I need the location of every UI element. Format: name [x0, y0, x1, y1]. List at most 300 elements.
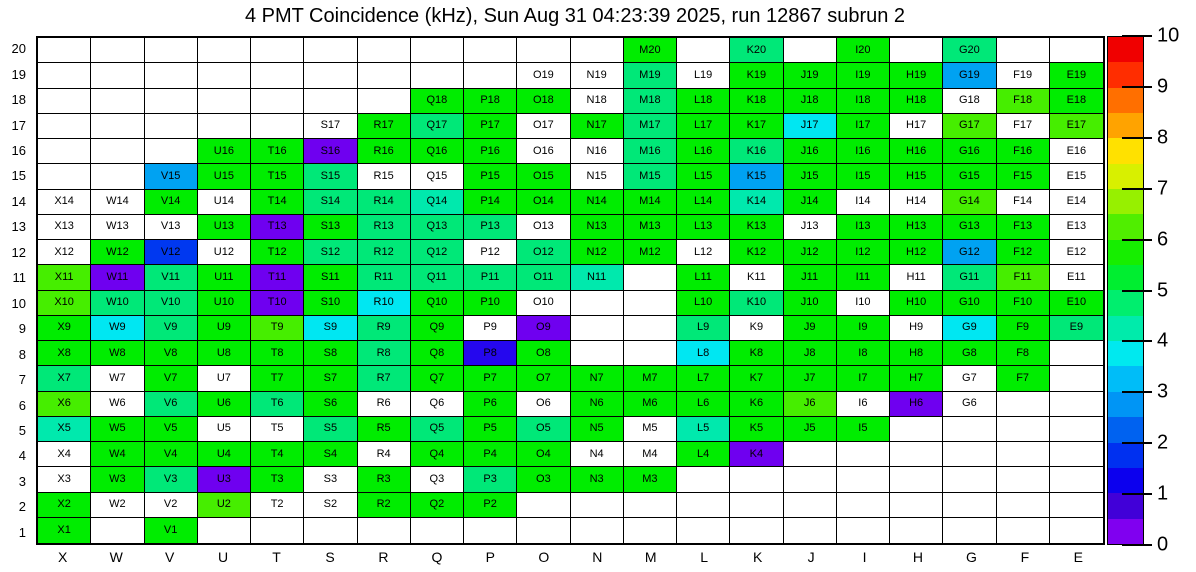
grid-cell-F16: F16 — [997, 139, 1050, 164]
grid-cell-V10: V10 — [145, 291, 198, 316]
grid-cell-J13: J13 — [784, 215, 837, 240]
grid-cell-W13: W13 — [91, 215, 144, 240]
grid-cell-T20 — [251, 38, 304, 63]
grid-cell-J16: J16 — [784, 139, 837, 164]
grid-cell-X6: X6 — [38, 392, 91, 417]
grid-cell-O12: O12 — [517, 240, 570, 265]
grid-cell-X12: X12 — [38, 240, 91, 265]
grid-cell-O19: O19 — [517, 63, 570, 88]
x-axis-label-S: S — [325, 549, 335, 565]
grid-cell-S11: S11 — [304, 265, 357, 290]
y-axis-label-14: 14 — [11, 193, 26, 209]
grid-cell-U2: U2 — [198, 493, 251, 518]
grid-cell-R2: R2 — [358, 493, 411, 518]
grid-cell-U19 — [198, 63, 251, 88]
grid-cell-V4: V4 — [145, 442, 198, 467]
colorbar-tick-label-3: 3 — [1157, 380, 1169, 403]
colorbar-band-19 — [1108, 519, 1143, 544]
grid-cell-Q10: Q10 — [411, 291, 464, 316]
grid-cell-K3 — [730, 467, 783, 492]
grid-cell-Q19 — [411, 63, 464, 88]
grid-cell-M3: M3 — [624, 467, 677, 492]
grid-cell-R16: R16 — [358, 139, 411, 164]
y-axis-label-3: 3 — [18, 473, 26, 489]
grid-cell-M20: M20 — [624, 38, 677, 63]
grid-cell-U3: U3 — [198, 467, 251, 492]
y-axis-label-20: 20 — [11, 41, 26, 57]
colorbar-band-7 — [1108, 214, 1143, 239]
grid-cell-I19: I19 — [837, 63, 890, 88]
grid-cell-W2: W2 — [91, 493, 144, 518]
grid-cell-J10: J10 — [784, 291, 837, 316]
grid-cell-E17: E17 — [1050, 114, 1103, 139]
grid-cell-S6: S6 — [304, 392, 357, 417]
grid-cell-G6: G6 — [943, 392, 996, 417]
grid-cell-M16: M16 — [624, 139, 677, 164]
x-axis-label-I: I — [862, 549, 867, 565]
grid-cell-J3 — [784, 467, 837, 492]
grid-cell-O2 — [517, 493, 570, 518]
grid-cell-F11: F11 — [997, 265, 1050, 290]
grid-cell-P4: P4 — [464, 442, 517, 467]
grid-cell-Q1 — [411, 518, 464, 543]
x-axis-label-W: W — [109, 549, 123, 565]
grid-cell-F5 — [997, 417, 1050, 442]
grid-cell-Q3: Q3 — [411, 467, 464, 492]
grid-cell-O18: O18 — [517, 89, 570, 114]
x-axis-label-T: T — [272, 549, 281, 565]
grid-cell-X5: X5 — [38, 417, 91, 442]
grid-cell-X13: X13 — [38, 215, 91, 240]
grid-cell-H1 — [890, 518, 943, 543]
grid-cell-R1 — [358, 518, 411, 543]
grid-cell-O10: O10 — [517, 291, 570, 316]
grid-cell-X17 — [38, 114, 91, 139]
grid-cell-X11: X11 — [38, 265, 91, 290]
grid-cell-O3: O3 — [517, 467, 570, 492]
grid-cell-S19 — [304, 63, 357, 88]
colorbar-tick-label-6: 6 — [1157, 228, 1169, 251]
y-axis-label-8: 8 — [18, 346, 26, 362]
grid-cell-P16: P16 — [464, 139, 517, 164]
grid-cell-Q16: Q16 — [411, 139, 464, 164]
grid-cell-T19 — [251, 63, 304, 88]
y-axis-label-7: 7 — [18, 372, 26, 388]
y-axis-label-19: 19 — [11, 66, 26, 82]
colorbar-band-2 — [1108, 88, 1143, 113]
grid-cell-Q6: Q6 — [411, 392, 464, 417]
grid-cell-T10: T10 — [251, 291, 304, 316]
grid-cell-M15: M15 — [624, 164, 677, 189]
grid-cell-E5 — [1050, 417, 1103, 442]
grid-cell-O17: O17 — [517, 114, 570, 139]
grid-cell-U20 — [198, 38, 251, 63]
x-axis-label-H: H — [912, 549, 924, 565]
grid-cell-T1 — [251, 518, 304, 543]
colorbar-tick-label-8: 8 — [1157, 126, 1169, 149]
grid-cell-G19: G19 — [943, 63, 996, 88]
grid-cell-Q18: Q18 — [411, 89, 464, 114]
grid-cell-Q13: Q13 — [411, 215, 464, 240]
grid-cell-U9: U9 — [198, 316, 251, 341]
y-axis-label-12: 12 — [11, 244, 26, 260]
grid-cell-W15 — [91, 164, 144, 189]
colorbar-band-6 — [1108, 189, 1143, 214]
grid-cell-F20 — [997, 38, 1050, 63]
grid-cell-R3: R3 — [358, 467, 411, 492]
colorbar-tick-label-9: 9 — [1157, 75, 1169, 98]
grid-cell-K5: K5 — [730, 417, 783, 442]
grid-cell-P10: P10 — [464, 291, 517, 316]
grid-cell-I9: I9 — [837, 316, 890, 341]
grid-cell-V19 — [145, 63, 198, 88]
grid-cell-H19: H19 — [890, 63, 943, 88]
grid-cell-T18 — [251, 89, 304, 114]
grid-cell-I18: I18 — [837, 89, 890, 114]
grid-cell-Q2: Q2 — [411, 493, 464, 518]
grid-cell-L2 — [677, 493, 730, 518]
grid-cell-S20 — [304, 38, 357, 63]
colorbar-tick-label-0: 0 — [1157, 533, 1169, 556]
grid-cell-W10: W10 — [91, 291, 144, 316]
grid-cell-N12: N12 — [571, 240, 624, 265]
colorbar-band-13 — [1108, 366, 1143, 391]
grid-cell-W14: W14 — [91, 190, 144, 215]
grid-cell-E20 — [1050, 38, 1103, 63]
grid-cell-K18: K18 — [730, 89, 783, 114]
grid-cell-O1 — [517, 518, 570, 543]
x-axis-label-N: N — [592, 549, 603, 565]
grid-cell-G10: G10 — [943, 291, 996, 316]
grid-cell-R6: R6 — [358, 392, 411, 417]
grid-cell-X19 — [38, 63, 91, 88]
grid-cell-J14: J14 — [784, 190, 837, 215]
grid-cell-V3: V3 — [145, 467, 198, 492]
grid-cell-N14: N14 — [571, 190, 624, 215]
grid-cell-J8: J8 — [784, 341, 837, 366]
colorbar-tick-label-4: 4 — [1157, 329, 1169, 352]
grid-cell-I14: I14 — [837, 190, 890, 215]
grid-cell-K10: K10 — [730, 291, 783, 316]
grid-cell-P8: P8 — [464, 341, 517, 366]
grid-cell-F7: F7 — [997, 366, 1050, 391]
grid-cell-G5 — [943, 417, 996, 442]
grid-cell-F2 — [997, 493, 1050, 518]
grid-cell-H20 — [890, 38, 943, 63]
grid-cell-F8: F8 — [997, 341, 1050, 366]
grid-cell-G4 — [943, 442, 996, 467]
x-axis-label-P: P — [485, 549, 496, 565]
grid-cell-Q5: Q5 — [411, 417, 464, 442]
x-axis-label-V: V — [164, 549, 175, 565]
grid-cell-T9: T9 — [251, 316, 304, 341]
grid-cell-S8: S8 — [304, 341, 357, 366]
grid-cell-J18: J18 — [784, 89, 837, 114]
x-axis-label-M: M — [644, 549, 657, 565]
grid-cell-H2 — [890, 493, 943, 518]
grid-cell-M4: M4 — [624, 442, 677, 467]
grid-cell-N20 — [571, 38, 624, 63]
grid-cell-N9 — [571, 316, 624, 341]
grid-cell-K7: K7 — [730, 366, 783, 391]
grid-cell-I6: I6 — [837, 392, 890, 417]
grid-cell-H3 — [890, 467, 943, 492]
y-axis-label-4: 4 — [18, 448, 26, 464]
grid-cell-V2: V2 — [145, 493, 198, 518]
grid-cell-H6: H6 — [890, 392, 943, 417]
grid-cell-L18: L18 — [677, 89, 730, 114]
grid-cell-P3: P3 — [464, 467, 517, 492]
grid-cell-L13: L13 — [677, 215, 730, 240]
y-axis-label-18: 18 — [11, 92, 26, 108]
grid-cell-J19: J19 — [784, 63, 837, 88]
grid-cell-P14: P14 — [464, 190, 517, 215]
grid-cell-X8: X8 — [38, 341, 91, 366]
grid-cell-J17: J17 — [784, 114, 837, 139]
grid-cell-E14: E14 — [1050, 190, 1103, 215]
grid-cell-M1 — [624, 518, 677, 543]
grid-cell-L8: L8 — [677, 341, 730, 366]
grid-cell-G11: G11 — [943, 265, 996, 290]
grid-cell-S9: S9 — [304, 316, 357, 341]
grid-cell-F10: F10 — [997, 291, 1050, 316]
grid-cell-O13: O13 — [517, 215, 570, 240]
grid-cell-U1 — [198, 518, 251, 543]
grid-cell-R14: R14 — [358, 190, 411, 215]
grid-cell-Q11: Q11 — [411, 265, 464, 290]
grid-cell-I17: I17 — [837, 114, 890, 139]
grid-cell-J11: J11 — [784, 265, 837, 290]
grid-cell-N7: N7 — [571, 366, 624, 391]
grid-cell-H15: H15 — [890, 164, 943, 189]
grid-cell-M19: M19 — [624, 63, 677, 88]
grid-cell-R12: R12 — [358, 240, 411, 265]
grid-cell-L4: L4 — [677, 442, 730, 467]
grid-cell-L7: L7 — [677, 366, 730, 391]
grid-cell-S1 — [304, 518, 357, 543]
colorbar-band-1 — [1108, 62, 1143, 87]
grid-cell-F3 — [997, 467, 1050, 492]
grid-cell-O11: O11 — [517, 265, 570, 290]
grid-cell-P13: P13 — [464, 215, 517, 240]
grid-cell-J1 — [784, 518, 837, 543]
grid-cell-I5: I5 — [837, 417, 890, 442]
grid-cell-M10 — [624, 291, 677, 316]
grid-cell-L9: L9 — [677, 316, 730, 341]
grid-cell-P5: P5 — [464, 417, 517, 442]
y-axis-label-10: 10 — [11, 295, 26, 311]
grid-cell-K4: K4 — [730, 442, 783, 467]
x-axis-label-E: E — [1073, 549, 1083, 565]
grid-cell-V14: V14 — [145, 190, 198, 215]
colorbar-tick-label-1: 1 — [1157, 482, 1169, 505]
x-axis-label-Q: Q — [431, 549, 443, 565]
y-axis-label-9: 9 — [18, 321, 26, 337]
grid-cell-Q15: Q15 — [411, 164, 464, 189]
grid-cell-Q8: Q8 — [411, 341, 464, 366]
grid-cell-V12: V12 — [145, 240, 198, 265]
grid-cell-S5: S5 — [304, 417, 357, 442]
grid-cell-K13: K13 — [730, 215, 783, 240]
grid-cell-R10: R10 — [358, 291, 411, 316]
grid-cell-N2 — [571, 493, 624, 518]
grid-cell-V9: V9 — [145, 316, 198, 341]
grid-cell-P9: P9 — [464, 316, 517, 341]
grid-cell-S18 — [304, 89, 357, 114]
grid-cell-E3 — [1050, 467, 1103, 492]
grid-cell-W4: W4 — [91, 442, 144, 467]
grid-cell-J9: J9 — [784, 316, 837, 341]
x-axis-label-J: J — [807, 549, 815, 565]
grid-cell-I20: I20 — [837, 38, 890, 63]
grid-cell-L14: L14 — [677, 190, 730, 215]
grid-cell-P2: P2 — [464, 493, 517, 518]
grid-cell-G3 — [943, 467, 996, 492]
grid-cell-E19: E19 — [1050, 63, 1103, 88]
grid-cell-N1 — [571, 518, 624, 543]
grid-cell-P7: P7 — [464, 366, 517, 391]
grid-cell-R4: R4 — [358, 442, 411, 467]
grid-cell-M12: M12 — [624, 240, 677, 265]
grid-cell-T13: T13 — [251, 215, 304, 240]
x-axis-label-K: K — [752, 549, 763, 565]
colorbar-band-8 — [1108, 240, 1143, 265]
grid-cell-S3: S3 — [304, 467, 357, 492]
grid-cell-X20 — [38, 38, 91, 63]
grid-cell-P17: P17 — [464, 114, 517, 139]
grid-cell-E13: E13 — [1050, 215, 1103, 240]
grid-cell-G18: G18 — [943, 89, 996, 114]
grid-cell-F9: F9 — [997, 316, 1050, 341]
grid-cell-O15: O15 — [517, 164, 570, 189]
grid-cell-M18: M18 — [624, 89, 677, 114]
heatmap-grid — [36, 36, 1105, 545]
y-axis-label-15: 15 — [11, 168, 26, 184]
grid-cell-M17: M17 — [624, 114, 677, 139]
grid-cell-R15: R15 — [358, 164, 411, 189]
grid-cell-S4: S4 — [304, 442, 357, 467]
grid-cell-W12: W12 — [91, 240, 144, 265]
grid-cell-G14: G14 — [943, 190, 996, 215]
grid-cell-F1 — [997, 518, 1050, 543]
grid-cell-V13: V13 — [145, 215, 198, 240]
grid-cell-R17: R17 — [358, 114, 411, 139]
grid-cell-N15: N15 — [571, 164, 624, 189]
grid-cell-U15: U15 — [198, 164, 251, 189]
grid-cell-S17: S17 — [304, 114, 357, 139]
grid-cell-N17: N17 — [571, 114, 624, 139]
grid-cell-J2 — [784, 493, 837, 518]
grid-cell-P12: P12 — [464, 240, 517, 265]
y-axis — [2, 36, 32, 545]
grid-cell-R5: R5 — [358, 417, 411, 442]
grid-cell-K6: K6 — [730, 392, 783, 417]
grid-cell-E16: E16 — [1050, 139, 1103, 164]
grid-cell-L5: L5 — [677, 417, 730, 442]
grid-cell-R11: R11 — [358, 265, 411, 290]
grid-cell-G15: G15 — [943, 164, 996, 189]
grid-cell-W20 — [91, 38, 144, 63]
chart-title: 4 PMT Coincidence (kHz), Sun Aug 31 04:23:39 2025, run 12867 subrun 2 — [244, 5, 906, 27]
grid-cell-N6: N6 — [571, 392, 624, 417]
grid-cell-L11: L11 — [677, 265, 730, 290]
grid-cell-T7: T7 — [251, 366, 304, 391]
grid-cell-G16: G16 — [943, 139, 996, 164]
grid-cell-R7: R7 — [358, 366, 411, 391]
colorbar-band-11 — [1108, 316, 1143, 341]
grid-cell-O7: O7 — [517, 366, 570, 391]
grid-cell-L12: L12 — [677, 240, 730, 265]
grid-cell-P1 — [464, 518, 517, 543]
grid-cell-P20 — [464, 38, 517, 63]
y-axis-label-11: 11 — [12, 270, 26, 286]
grid-cell-R19 — [358, 63, 411, 88]
grid-cell-F13: F13 — [997, 215, 1050, 240]
grid-cell-N19: N19 — [571, 63, 624, 88]
grid-cell-G20: G20 — [943, 38, 996, 63]
grid-cell-V16 — [145, 139, 198, 164]
grid-cell-I16: I16 — [837, 139, 890, 164]
grid-cell-S7: S7 — [304, 366, 357, 391]
grid-cell-O9: O9 — [517, 316, 570, 341]
grid-cell-Q20 — [411, 38, 464, 63]
grid-cell-K8: K8 — [730, 341, 783, 366]
grid-cell-R13: R13 — [358, 215, 411, 240]
colorbar-band-12 — [1108, 341, 1143, 366]
grid-cell-W11: W11 — [91, 265, 144, 290]
x-axis-label-U: U — [218, 549, 229, 565]
grid-cell-O16: O16 — [517, 139, 570, 164]
grid-cell-S12: S12 — [304, 240, 357, 265]
grid-cell-X3: X3 — [38, 467, 91, 492]
grid-cell-L6: L6 — [677, 392, 730, 417]
grid-cell-E1 — [1050, 518, 1103, 543]
grid-cell-M13: M13 — [624, 215, 677, 240]
grid-cell-K14: K14 — [730, 190, 783, 215]
grid-cell-G7: G7 — [943, 366, 996, 391]
x-axis-label-O: O — [538, 549, 550, 565]
grid-cell-T11: T11 — [251, 265, 304, 290]
x-axis — [36, 548, 1105, 566]
colorbar-band-16 — [1108, 443, 1143, 468]
grid-cell-H13: H13 — [890, 215, 943, 240]
grid-cell-O8: O8 — [517, 341, 570, 366]
grid-cell-E6 — [1050, 392, 1103, 417]
grid-cell-K11: K11 — [730, 265, 783, 290]
grid-cell-X1: X1 — [38, 518, 91, 543]
grid-cell-H18: H18 — [890, 89, 943, 114]
colorbar-band-10 — [1108, 290, 1143, 315]
grid-cell-N3: N3 — [571, 467, 624, 492]
grid-cell-N4: N4 — [571, 442, 624, 467]
colorbar-band-3 — [1108, 113, 1143, 138]
colorbar-band-4 — [1108, 138, 1143, 163]
grid-cell-E4 — [1050, 442, 1103, 467]
grid-cell-W19 — [91, 63, 144, 88]
grid-cell-H5 — [890, 417, 943, 442]
grid-cell-T4: T4 — [251, 442, 304, 467]
grid-cell-V17 — [145, 114, 198, 139]
grid-cell-W1 — [91, 518, 144, 543]
grid-cell-T12: T12 — [251, 240, 304, 265]
grid-cell-E8 — [1050, 341, 1103, 366]
y-axis-label-6: 6 — [18, 397, 26, 413]
grid-cell-F6 — [997, 392, 1050, 417]
grid-cell-X2: X2 — [38, 493, 91, 518]
grid-cell-M5: M5 — [624, 417, 677, 442]
grid-cell-U10: U10 — [198, 291, 251, 316]
grid-cell-O14: O14 — [517, 190, 570, 215]
